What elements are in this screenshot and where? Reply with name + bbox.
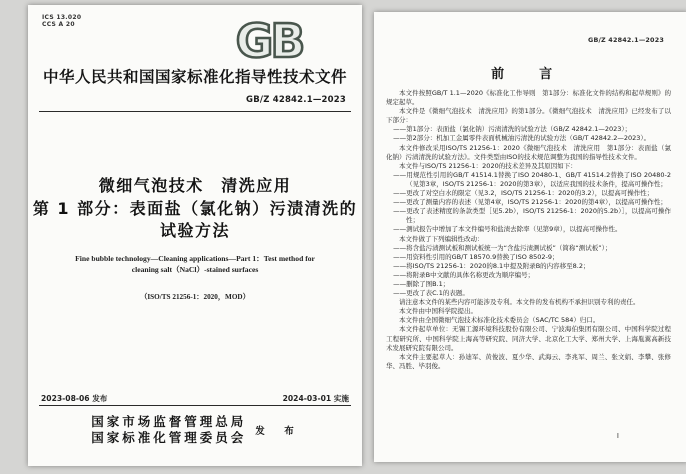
standard-code: GB/Z 42842.1—2023: [246, 95, 346, 105]
foreword-paragraph: 本文件是《微细气泡技术 清洗应用》的第1部分。《微细气泡技术 清洗应用》已经发布了以下部分：: [386, 107, 671, 125]
svg-text:GB: GB: [235, 14, 303, 68]
foreword-paragraph: 请注意本文件的某些内容可能涉及专利。本文件的发布机构不承担识别专利的责任。: [399, 298, 640, 307]
foreword-paragraph: ——第1部分：表面盐（氯化钠）污渍清洗的试验方法（GB/Z 42842.1—2023）；: [393, 125, 632, 134]
foreword-paragraph: ——更改了表述精度的条款类型［见5.2b），ISO/TS 21256-1：2020的5.2b）］，以提高可操作性；: [393, 207, 671, 225]
foreword-paragraph: ——将含盐污渍测试板和测试板统一为“含盐污渍测试板”（简称“测试板”）；: [393, 243, 612, 252]
header-divider: [39, 111, 351, 112]
gb-logo-icon: [211, 13, 327, 69]
foreword-paragraph: ——更改了测量内容的表述（见第4章，ISO/TS 21256-1：2020的第4章），以提高可操作性；: [393, 198, 667, 207]
title-cn-line3: 试验方法: [159, 221, 230, 240]
standard-title-en: [28, 253, 362, 275]
foreword-paragraph: 本文件按照GB/T 1.1—2020《标准化工作导则 第1部分：标准化文件的结构和起草规则》的规定起草。: [386, 89, 671, 107]
page-header-code: GB/Z 42842.1—2023: [588, 36, 664, 44]
foreword-paragraph: ——将附录B中文献的具体名称更改为顺序编号；: [393, 270, 535, 279]
foreword-paragraph: 本文件与ISO/TS 21256-1：2020的技术差异及其原因如下：: [399, 161, 577, 170]
publish-label: 发 布: [255, 425, 299, 437]
document-class-heading: 中华人民共和国国家标准化指导性技术文件: [42, 68, 347, 86]
foreword-paragraph: 本文件做了下列编辑性改动：: [399, 234, 484, 243]
issuer-line1: 国家市场监督管理总局: [91, 414, 247, 429]
cover-page: [28, 5, 362, 466]
foreword-body: [386, 89, 671, 371]
issuer-names: [91, 414, 246, 445]
ccs-code: CCS A 20: [42, 21, 75, 28]
foreword-paragraph: ——用规范性引用的GB/T 41514.1替换了ISO 20480-1、GB/T 41514.2替换了ISO 20480-2（见第3章，ISO/TS 21256-1：2020的第3章），以适应我国的技术条件，提高可操作性；: [393, 170, 671, 188]
ics-code: ICS 13.020: [42, 14, 82, 21]
issuer-block: [28, 414, 362, 445]
foreword-paragraph: 本文件由中国科学院提出。: [399, 307, 477, 316]
implementation-date: 2024-03-01 实施: [282, 394, 349, 403]
footer-divider: [39, 405, 351, 406]
title-cn-line2: 第 1 部分：表面盐（氯化钠）污渍清洗的: [32, 198, 358, 218]
issue-date: 2023-08-06 发布: [41, 394, 108, 403]
foreword-paragraph: ——更改了表C.1的表题。: [393, 289, 469, 298]
foreword-paragraph: 本文件由全国微细气泡技术标准化技术委员会（SAC/TC 584）归口。: [399, 316, 600, 325]
foreword-paragraph: ——测试报告中增加了本文件编号和盐渍去除率（见第9章），以提高可操作性。: [393, 225, 622, 234]
foreword-paragraph: ——更改了对空白水的限定（见3.2，ISO/TS 21256-1：2020的3.2），以提高可操作性；: [393, 189, 654, 198]
title-cn-line1: 微细气泡技术 清洗应用: [98, 176, 292, 195]
foreword-paragraph: ——用资料性引用的GB/T 18570.9替换了ISO 8502-9；: [393, 252, 559, 261]
title-en-line1: Fine bubble technology—Cleaning applications—Part 1：Test method for: [75, 254, 315, 263]
issuer-line2: 国家标准化管理委员会: [91, 429, 247, 445]
foreword-paragraph: 本文件修改采用ISO/TS 21256-1：2020《微细气泡技术 清洗应用 第1部分：表面盐（氯化钠）污渍清洗的试验方法》。文件类型由ISO的技术规范调整为我国的指导性技术文件。: [386, 143, 671, 161]
title-en-line2: cleaning salt（NaCl）-stained surfaces: [131, 265, 259, 274]
foreword-title: 前 言: [491, 67, 564, 82]
foreword-paragraph: ——将ISO/TS 21256-1：2020的8.1中提及附录B的内容移至8.2；: [393, 261, 590, 270]
dates-row: [41, 393, 349, 404]
foreword-page: [374, 12, 686, 462]
iso-adoption-note: （ISO/TS 21256-1：2020，MOD）: [140, 293, 250, 301]
foreword-paragraph: ——第2部分：机加工金属零件表面机械油污清洗的试验方法（GB/T 42842.2—2023）。: [393, 134, 651, 143]
standard-title-cn: [28, 175, 362, 243]
foreword-paragraph: ——删除了图B.1；: [393, 279, 450, 288]
classification-codes: [42, 14, 81, 28]
foreword-paragraph: 本文件起草单位：无锡工源环境科技股份有限公司、宁波海伯集团有限公司、中国科学院过程工程研究所、中国科学院上海高等研究院、同济大学、北京化工大学、郑州大学、上海胤翼高新技术发展研究院有限公司。: [386, 325, 671, 352]
foreword-paragraph: 本文件主要起草人：孙迪军、黄俊波、夏少华、武海云、李兆军、周兰、张文娟、李攀、张修华、冯胜、毕羽俊。: [386, 352, 671, 370]
page-number: Ⅰ: [616, 432, 619, 440]
